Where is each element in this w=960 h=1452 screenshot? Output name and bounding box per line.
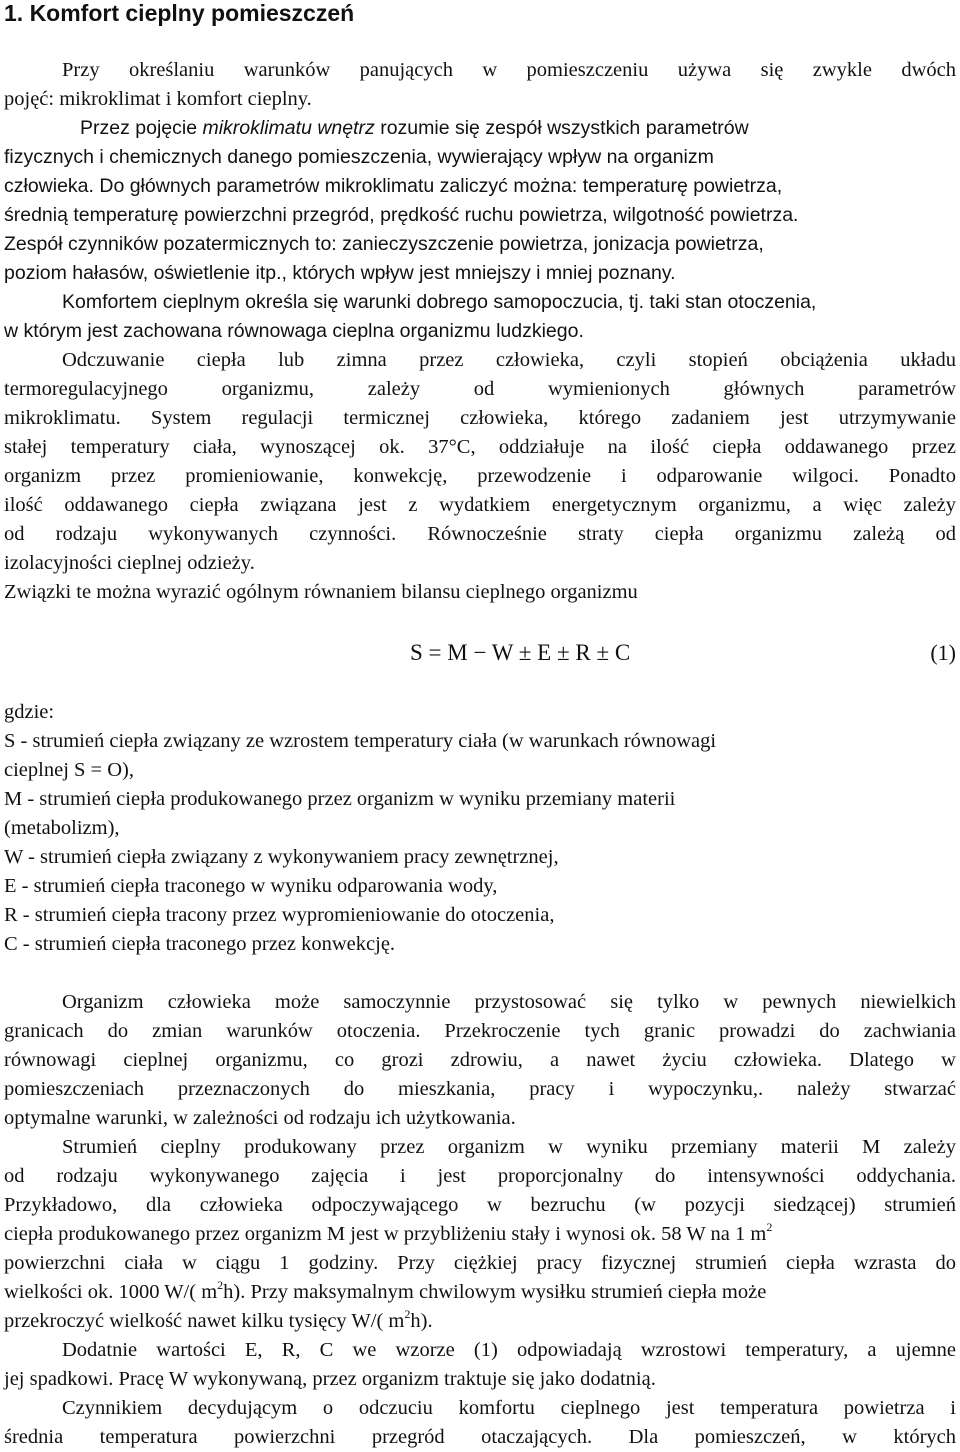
heat-balance-equation: S = M − W ± E ± R ± C <box>410 640 631 665</box>
text-line: Przy określaniu warunków panujących w pomieszczeniu używa się zwykle dwóch <box>62 59 956 81</box>
text-line: Organizm człowieka może samoczynnie przystosować się tylko w pewnych niewielkich <box>62 991 956 1013</box>
legend-item: cieplnej S = O), <box>4 759 134 781</box>
text-line <box>80 114 956 143</box>
text-line: mikroklimatu. System regulacji termicznej człowieka, którego zadaniem jest utrzymywanie <box>4 407 956 429</box>
superscript: 2 <box>766 1220 773 1234</box>
text-line: termoregulacyjnego organizmu, zależy od wymienionych głównych parametrów <box>4 378 956 400</box>
text-line: fizycznych i chemicznych danego pomieszczenia, wywierający wpływ na organizm <box>4 146 714 168</box>
text-line <box>4 172 956 201</box>
text-line: Strumień cieplny produkowany przez organizm w wyniku przemiany materii M zależy <box>62 1136 956 1158</box>
text-run: wielkości ok. 1000 W/( m <box>4 1281 218 1303</box>
text-run: rozumie się zespół wszystkich parametrów <box>374 117 749 139</box>
text-line: izolacyjności cieplnej odzieży. <box>4 552 255 574</box>
text-run: h). <box>410 1310 433 1332</box>
text-run: ciepła produkowanego przez organizm M jest w przybliżeniu stały i wynosi ok. 58 W na 1 m <box>4 1223 767 1245</box>
legend-item: (metabolizm), <box>4 817 120 839</box>
superscript: 2 <box>404 1307 411 1321</box>
text-line <box>4 1220 956 1249</box>
text-line: powierzchni ciała w ciągu 1 godziny. Przy ciężkiej pracy fizycznej strumień ciepła wzrasta do <box>4 1252 956 1274</box>
text-line: poziom hałasów, oświetlenie itp., których wpływ jest mniejszy i mniej poznany. <box>4 262 676 284</box>
text-line: od rodzaju wykonywanych czynności. Równocześnie straty ciepła organizmu zależą od <box>4 523 956 545</box>
text-line: Zespół czynników pozatermicznych to: zanieczyszczenie powietrza, jonizacja powietrza, <box>4 233 764 255</box>
legend-item: M - strumień ciepła produkowanego przez organizm w wyniku przemiany materii <box>4 788 676 810</box>
legend-item: C - strumień ciepła traconego przez konwekcję. <box>4 933 396 955</box>
text-line: Dodatnie wartości E, R, C we wzorze (1) odpowiadają wzrostowi temperatury, a ujemne <box>62 1339 956 1361</box>
section-title: 1. Komfort cieplny pomieszczeń <box>4 0 355 26</box>
text-run: h). Przy maksymalnym chwilowym wysiłku strumień ciepła może <box>223 1281 767 1303</box>
legend-item: R - strumień ciepła tracony przez wypromieniowanie do otoczenia, <box>4 904 555 926</box>
text-line: pomieszczeniach przeznaczonych do mieszkania, pracy i wypoczynku,. należy stwarzać <box>4 1078 956 1100</box>
text-line: Czynnikiem decydującym o odczuciu komfortu cieplnego jest temperatura powietrza i <box>62 1397 956 1419</box>
text-line: granicach do zmian warunków otoczenia. Przekroczenie tych granic prowadzi do zachwiania <box>4 1020 956 1042</box>
text-line <box>4 1307 956 1336</box>
text-run: Do głównych parametrów mikroklimatu zaliczyć można: temperaturę powietrza, <box>93 175 783 197</box>
text-line: Komfortem cieplnym określa się warunki dobrego samopoczucia, tj. taki stan otoczenia, <box>62 291 817 313</box>
text-line: średnia temperatura powierzchni przegród otaczających. Dla pomieszczeń, w których <box>4 1426 956 1448</box>
legend-item: E - strumień ciepła traconego w wyniku odparowania wody, <box>4 875 498 897</box>
text-line: Odczuwanie ciepła lub zimna przez człowieka, czyli stopień obciążenia układu <box>62 349 956 371</box>
text-line: organizm przez promieniowanie, konwekcję, przewodzenie i odparowanie wilgoci. Ponadto <box>4 465 956 487</box>
text-line <box>4 1278 956 1307</box>
text-line: Przykładowo, dla człowieka odpoczywającego w bezruchu (w pozycji siedzącej) strumień <box>4 1194 956 1216</box>
text-line: równowagi cieplnej organizmu, co grozi zdrowiu, a nawet życiu człowieka. Dlatego w <box>4 1049 956 1071</box>
italic-term: mikroklimatu wnętrz <box>202 117 375 139</box>
text-line: średnią temperaturę powierzchni przegród, prędkość ruchu powietrza, wilgotność powietrza. <box>4 204 799 226</box>
legend-item: W - strumień ciepła związany z wykonywaniem pracy zewnętrznej, <box>4 846 559 868</box>
text-line: ilość oddawanego ciepła związana jest z wydatkiem energetycznym organizmu, a więc zależy <box>4 494 956 516</box>
text-run: człowieka. <box>4 175 94 197</box>
text-line: gdzie: <box>4 701 55 723</box>
text-line: w którym jest zachowana równowaga cieplna organizmu ludzkiego. <box>4 320 584 342</box>
text-run: przekroczyć wielkość nawet kilku tysięcy W/( m <box>4 1310 405 1332</box>
legend-item: S - strumień ciepła związany ze wzrostem temperatury ciała (w warunkach równowagi <box>4 730 717 752</box>
text-run: Przez pojęcie <box>80 117 203 139</box>
text-line: Związki te można wyrazić ogólnym równaniem bilansu cieplnego organizmu <box>4 581 638 603</box>
superscript: 2 <box>217 1278 224 1292</box>
text-line: optymalne warunki, w zależności od rodzaju ich użytkowania. <box>4 1107 516 1129</box>
equation-number: (1) <box>930 640 956 665</box>
text-line: od rodzaju wykonywanego zajęcia i jest proporcjonalny do intensywności oddychania. <box>4 1165 956 1187</box>
text-line: pojęć: mikroklimat i komfort cieplny. <box>4 88 312 110</box>
text-line: stałej temperatury ciała, wynoszącej ok. 37°C, oddziałuje na ilość ciepła oddawanego przez <box>4 436 956 458</box>
text-line: jej spadkowi. Pracę W wykonywaną, przez organizm traktuje się jako dodatnią. <box>4 1368 656 1390</box>
